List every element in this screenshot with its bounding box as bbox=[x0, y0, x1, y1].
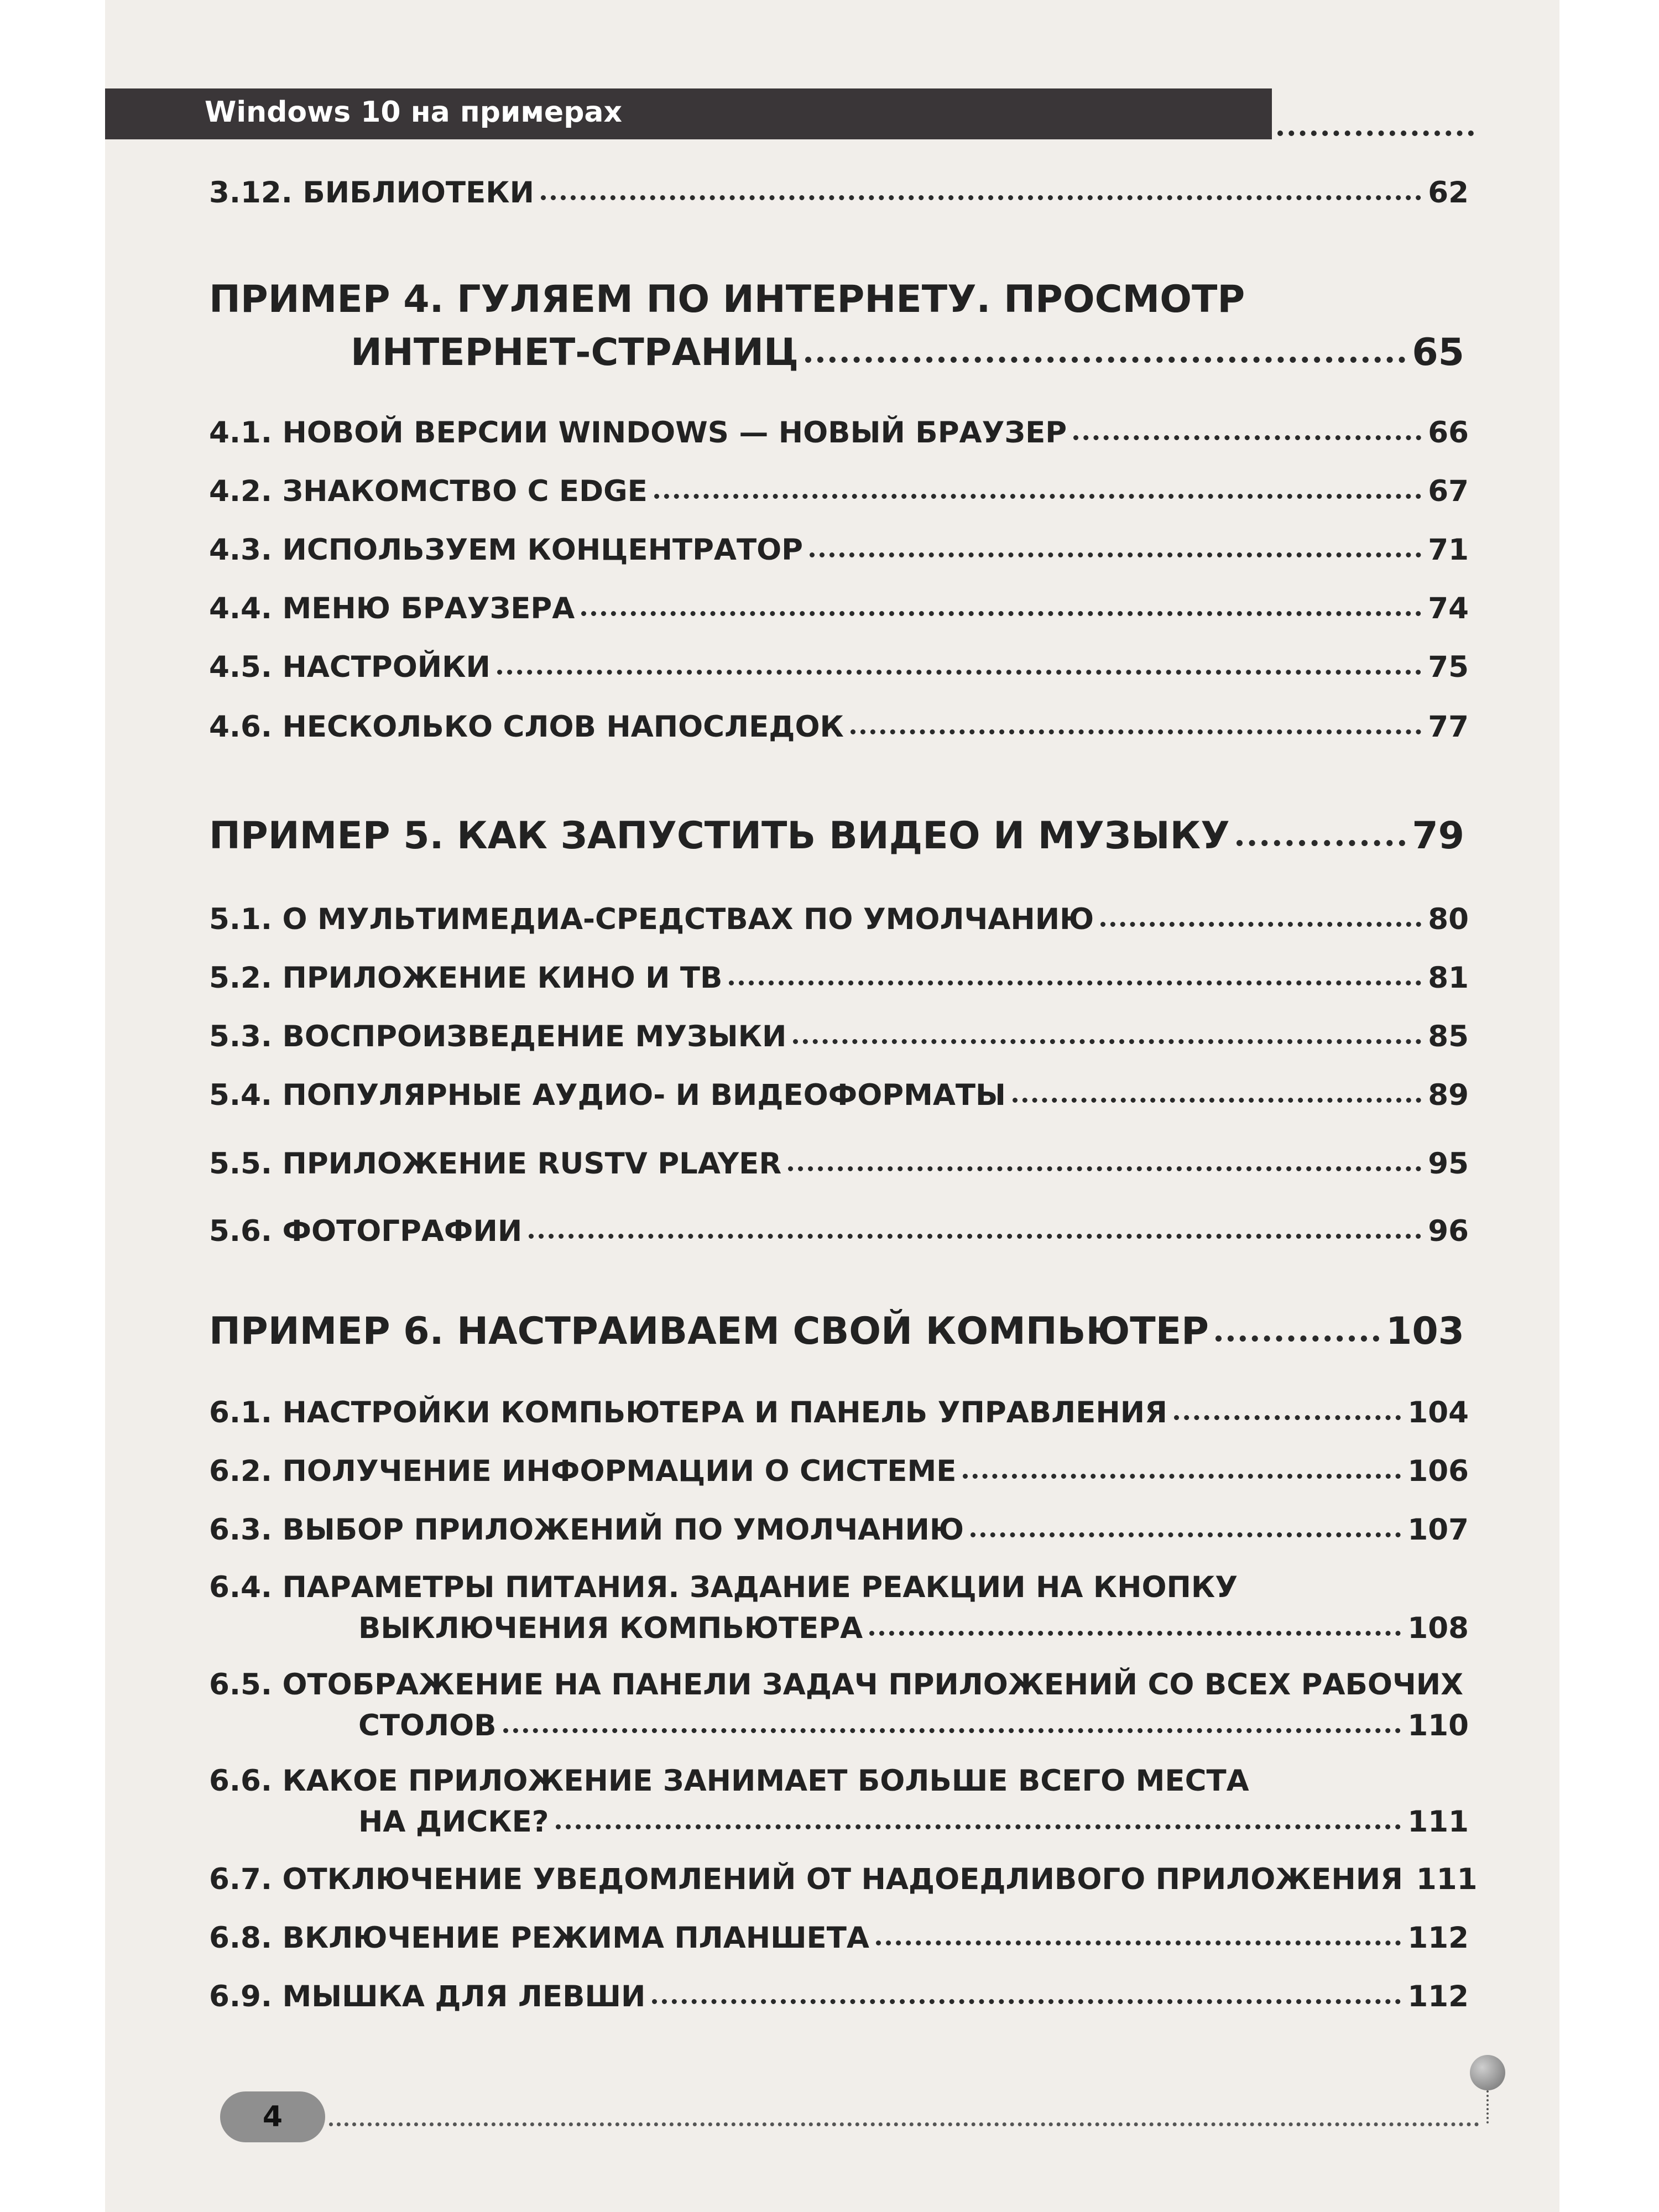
toc-entry-page: 81 bbox=[1428, 961, 1469, 995]
toc-chapter-page: 79 bbox=[1412, 814, 1464, 858]
header-dotted-rule bbox=[1277, 131, 1474, 136]
dot-leader bbox=[1215, 1335, 1379, 1342]
toc-chapter-title: ПРИМЕР 6. НАСТРАИВАЕМ СВОЙ КОМПЬЮТЕР bbox=[209, 1310, 1209, 1353]
toc-entry-6-4-line1[interactable]: 6.4. ПАРАМЕТРЫ ПИТАНИЯ. ЗАДАНИЕ РЕАКЦИИ НА КНОПКУ bbox=[209, 1571, 1238, 1604]
toc-entry-title: 5.1. О МУЛЬТИМЕДИА-СРЕДСТВАХ ПО УМОЛЧАНИЮ bbox=[209, 902, 1094, 936]
toc-entry-page: 111 bbox=[1416, 1863, 1478, 1896]
toc-entry-page: 112 bbox=[1407, 1980, 1469, 2013]
toc-chapter-4[interactable] bbox=[351, 331, 1464, 374]
toc-entry-page: 104 bbox=[1407, 1396, 1469, 1430]
dot-leader bbox=[876, 1940, 1401, 1945]
toc-entry-title: 4.6. НЕСКОЛЬКО СЛОВ НАПОСЛЕДОК bbox=[209, 710, 844, 744]
toc-entry-page: 71 bbox=[1428, 533, 1469, 567]
toc-entry-title: 5.2. ПРИЛОЖЕНИЕ КИНО И ТВ bbox=[209, 961, 723, 995]
toc-entry-5-5[interactable] bbox=[209, 1147, 1469, 1181]
toc-entry-page: 66 bbox=[1428, 416, 1469, 450]
toc-entry-title: 5.4. ПОПУЛЯРНЫЕ АУДИО- И ВИДЕОФОРМАТЫ bbox=[209, 1078, 1006, 1112]
dot-leader bbox=[793, 1039, 1421, 1044]
toc-entry-4-3[interactable] bbox=[209, 533, 1469, 567]
toc-entry-title: 6.2. ПОЛУЧЕНИЕ ИНФОРМАЦИИ О СИСТЕМЕ bbox=[209, 1454, 957, 1488]
toc-entry-page: 67 bbox=[1428, 474, 1469, 508]
toc-entry-page: 110 bbox=[1407, 1709, 1469, 1743]
dot-leader bbox=[503, 1728, 1401, 1733]
toc-entry-page: 111 bbox=[1407, 1805, 1469, 1839]
toc-entry-5-6[interactable] bbox=[209, 1214, 1469, 1248]
toc-entry-6-3[interactable] bbox=[209, 1513, 1469, 1547]
footer-ornament-stem bbox=[1486, 2090, 1491, 2124]
toc-entry-page: 112 bbox=[1407, 1921, 1469, 1955]
dot-leader bbox=[497, 670, 1421, 675]
toc-entry-title: 4.3. ИСПОЛЬЗУЕМ КОНЦЕНТРАТОР bbox=[209, 533, 804, 567]
dot-leader bbox=[851, 729, 1421, 734]
toc-chapter-4-line1[interactable]: ПРИМЕР 4. ГУЛЯЕМ ПО ИНТЕРНЕТУ. ПРОСМОТР bbox=[209, 278, 1245, 321]
toc-entry-6-6-line1[interactable]: 6.6. КАКОЕ ПРИЛОЖЕНИЕ ЗАНИМАЕТ БОЛЬШЕ ВСЕГО МЕСТА bbox=[209, 1764, 1249, 1798]
dot-leader bbox=[654, 494, 1421, 499]
toc-entry-title: 4.5. НАСТРОЙКИ bbox=[209, 650, 491, 684]
toc-entry-page: 77 bbox=[1428, 710, 1469, 744]
dot-leader bbox=[1237, 840, 1406, 846]
toc-entry-page: 80 bbox=[1428, 902, 1469, 936]
toc-entry-title: 6.8. ВКЛЮЧЕНИЕ РЕЖИМА ПЛАНШЕТА bbox=[209, 1921, 869, 1955]
toc-entry-page: 89 bbox=[1428, 1078, 1469, 1112]
toc-chapter-page: 103 bbox=[1386, 1310, 1464, 1353]
dot-leader bbox=[869, 1631, 1401, 1636]
dot-leader bbox=[541, 195, 1421, 200]
toc-entry-title: 4.4. МЕНЮ БРАУЗЕРА bbox=[209, 592, 575, 625]
toc-chapter-6[interactable] bbox=[209, 1310, 1464, 1353]
toc-entry-4-6[interactable] bbox=[209, 710, 1469, 744]
dot-leader bbox=[788, 1166, 1421, 1171]
toc-entry-page: 62 bbox=[1428, 176, 1469, 210]
toc-entry-title-cont: СТОЛОВ bbox=[358, 1709, 497, 1743]
toc-entry-4-5[interactable] bbox=[209, 650, 1469, 684]
dot-leader bbox=[805, 357, 1405, 363]
toc-entry-title: 3.12. БИБЛИОТЕКИ bbox=[209, 176, 534, 210]
toc-entry-5-3[interactable] bbox=[209, 1020, 1469, 1053]
dot-leader bbox=[810, 552, 1421, 557]
toc-chapter-title: ПРИМЕР 5. КАК ЗАПУСТИТЬ ВИДЕО И МУЗЫКУ bbox=[209, 814, 1230, 858]
toc-entry-6-5-line1[interactable]: 6.5. ОТОБРАЖЕНИЕ НА ПАНЕЛИ ЗАДАЧ ПРИЛОЖЕНИЙ СО ВСЕХ РАБОЧИХ bbox=[209, 1668, 1464, 1702]
toc-entry-title: 6.1. НАСТРОЙКИ КОМПЬЮТЕРА И ПАНЕЛЬ УПРАВЛЕНИЯ bbox=[209, 1396, 1167, 1430]
dot-leader bbox=[1100, 922, 1421, 927]
toc-entry-6-2[interactable] bbox=[209, 1454, 1469, 1488]
toc-entry-title-cont: НА ДИСКЕ? bbox=[358, 1805, 549, 1839]
toc-entry-5-4[interactable] bbox=[209, 1078, 1469, 1112]
dot-leader bbox=[1174, 1415, 1401, 1420]
toc-entry-title-cont: ВЫКЛЮЧЕНИЯ КОМПЬЮТЕРА bbox=[358, 1611, 863, 1645]
toc-entry-title: 5.6. ФОТОГРАФИИ bbox=[209, 1214, 523, 1248]
toc-entry-6-9[interactable] bbox=[209, 1980, 1469, 2013]
toc-entry-title: 5.3. ВОСПРОИЗВЕДЕНИЕ МУЗЫКИ bbox=[209, 1020, 787, 1053]
toc-entry-page: 107 bbox=[1407, 1513, 1469, 1547]
dot-leader bbox=[1013, 1098, 1421, 1103]
toc-chapter-5[interactable] bbox=[209, 814, 1464, 858]
toc-entry-6-8[interactable] bbox=[209, 1921, 1469, 1955]
toc-chapter-title-cont: ИНТЕРНЕТ-СТРАНИЦ bbox=[351, 331, 799, 374]
dot-leader bbox=[652, 1999, 1401, 2004]
toc-entry-6-1[interactable] bbox=[209, 1396, 1469, 1430]
toc-entry-5-2[interactable] bbox=[209, 961, 1469, 995]
running-header-title: Windows 10 на примерах bbox=[205, 96, 623, 129]
toc-entry-page: 106 bbox=[1407, 1454, 1469, 1488]
toc-entry-page: 74 bbox=[1428, 592, 1469, 625]
toc-entry-4-2[interactable] bbox=[209, 474, 1469, 508]
dot-leader bbox=[529, 1234, 1421, 1239]
toc-entry-title: 6.3. ВЫБОР ПРИЛОЖЕНИЙ ПО УМОЛЧАНИЮ bbox=[209, 1513, 964, 1547]
footer-ornament-ball bbox=[1470, 2055, 1505, 2090]
toc-entry-title: 5.5. ПРИЛОЖЕНИЕ RUSTV PLAYER bbox=[209, 1147, 782, 1181]
dot-leader bbox=[971, 1532, 1401, 1537]
toc-entry-4-1[interactable] bbox=[209, 416, 1469, 450]
dot-leader bbox=[729, 980, 1421, 985]
toc-entry-page: 75 bbox=[1428, 650, 1469, 684]
toc-entry-title: 4.1. НОВОЙ ВЕРСИИ WINDOWS — НОВЫЙ БРАУЗЕР bbox=[209, 416, 1067, 450]
dot-leader bbox=[1073, 435, 1421, 440]
toc-entry-page: 108 bbox=[1407, 1611, 1469, 1645]
toc-entry-6-7[interactable] bbox=[209, 1863, 1478, 1896]
toc-entry-6-5[interactable] bbox=[358, 1709, 1469, 1743]
dot-leader bbox=[963, 1474, 1401, 1479]
toc-entry-title: 6.7. ОТКЛЮЧЕНИЕ УВЕДОМЛЕНИЙ ОТ НАДОЕДЛИВОГО ПРИЛОЖЕНИЯ bbox=[209, 1863, 1403, 1896]
toc-entry-6-6[interactable] bbox=[358, 1805, 1469, 1839]
page-number: 4 bbox=[262, 2100, 283, 2133]
toc-entry-page: 96 bbox=[1428, 1214, 1469, 1248]
toc-entry-title: 6.9. МЫШКА ДЛЯ ЛЕВШИ bbox=[209, 1980, 646, 2013]
toc-entry-3-12[interactable] bbox=[209, 176, 1469, 210]
toc-entry-page: 95 bbox=[1428, 1147, 1469, 1181]
footer-dotted-rule bbox=[329, 2122, 1479, 2126]
toc-entry-6-4[interactable] bbox=[358, 1611, 1469, 1645]
toc-entry-title: 4.2. ЗНАКОМСТВО С EDGE bbox=[209, 474, 648, 508]
toc-chapter-page: 65 bbox=[1412, 331, 1464, 374]
dot-leader bbox=[581, 611, 1421, 616]
page-number-badge bbox=[220, 2091, 325, 2142]
toc-entry-page: 85 bbox=[1428, 1020, 1469, 1053]
toc-entry-4-4[interactable] bbox=[209, 592, 1469, 625]
toc-entry-5-1[interactable] bbox=[209, 902, 1469, 936]
dot-leader bbox=[556, 1824, 1401, 1829]
